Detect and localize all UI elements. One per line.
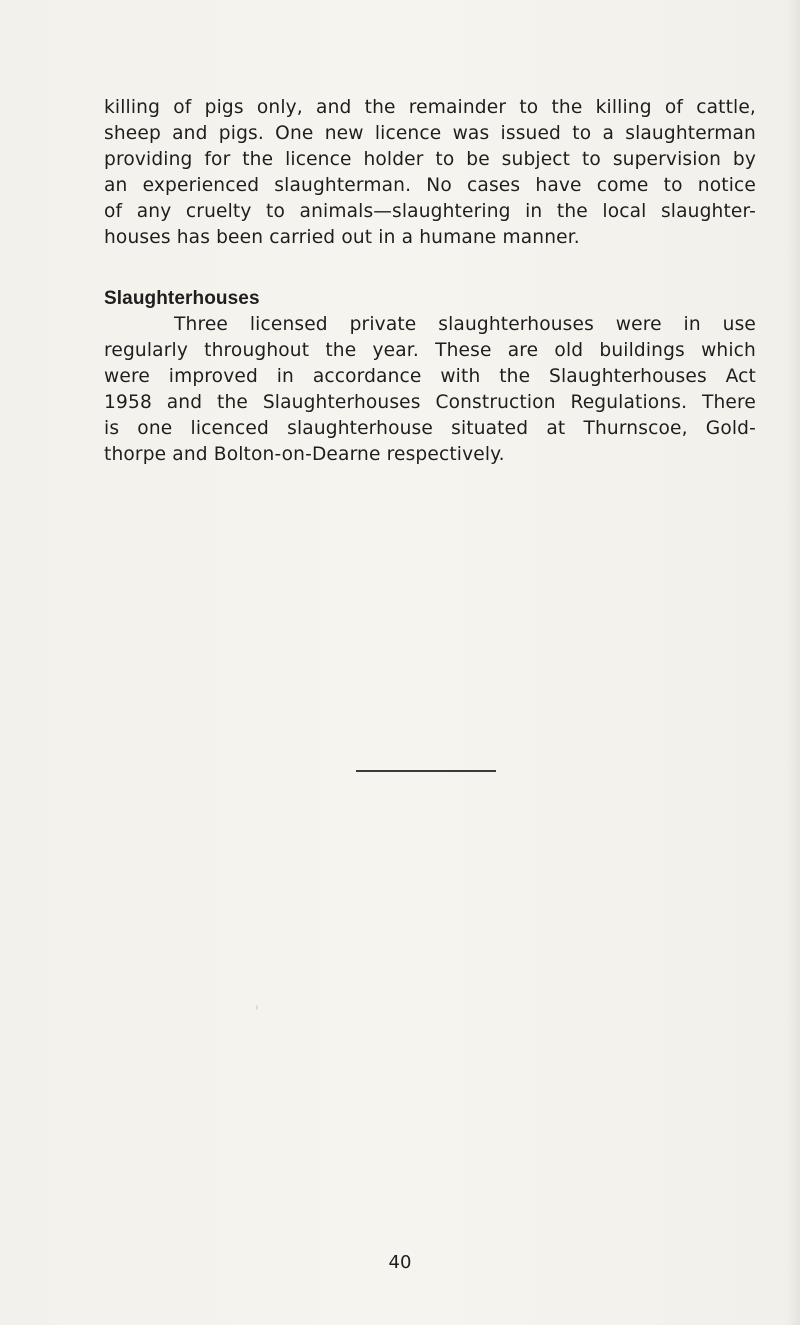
- page-number: 40: [388, 1252, 412, 1273]
- paragraph-line: were improved in accordance with the Slaughterhouses Act: [104, 366, 756, 387]
- section-divider-rule: [356, 770, 496, 772]
- print-speck: ': [255, 1004, 259, 1020]
- section-heading: Slaughterhouses: [104, 288, 260, 309]
- paragraph-line: houses has been carried out in a humane manner.: [104, 227, 580, 248]
- page-edge-shadow: [786, 0, 800, 1325]
- paragraph-line: thorpe and Bolton-on-Dearne respectively.: [104, 444, 505, 465]
- paragraph-line: killing of pigs only, and the remainder to the killing of cattle,: [104, 97, 756, 118]
- paragraph-line: sheep and pigs. One new licence was issued to a slaughterman: [104, 123, 756, 144]
- paragraph-line: Three licensed private slaughterhouses were in use: [174, 314, 756, 335]
- paragraph-line: providing for the licence holder to be subject to supervision by: [104, 149, 756, 170]
- paragraph-line: of any cruelty to animals—slaughtering in the local slaughter-: [104, 201, 756, 222]
- paragraph-line: an experienced slaughterman. No cases have come to notice: [104, 175, 756, 196]
- paragraph-line: 1958 and the Slaughterhouses Construction Regulations. There: [104, 392, 756, 413]
- paragraph-line: is one licenced slaughterhouse situated at Thurnscoe, Gold-: [104, 418, 756, 439]
- paragraph-line: regularly throughout the year. These are old buildings which: [104, 340, 756, 361]
